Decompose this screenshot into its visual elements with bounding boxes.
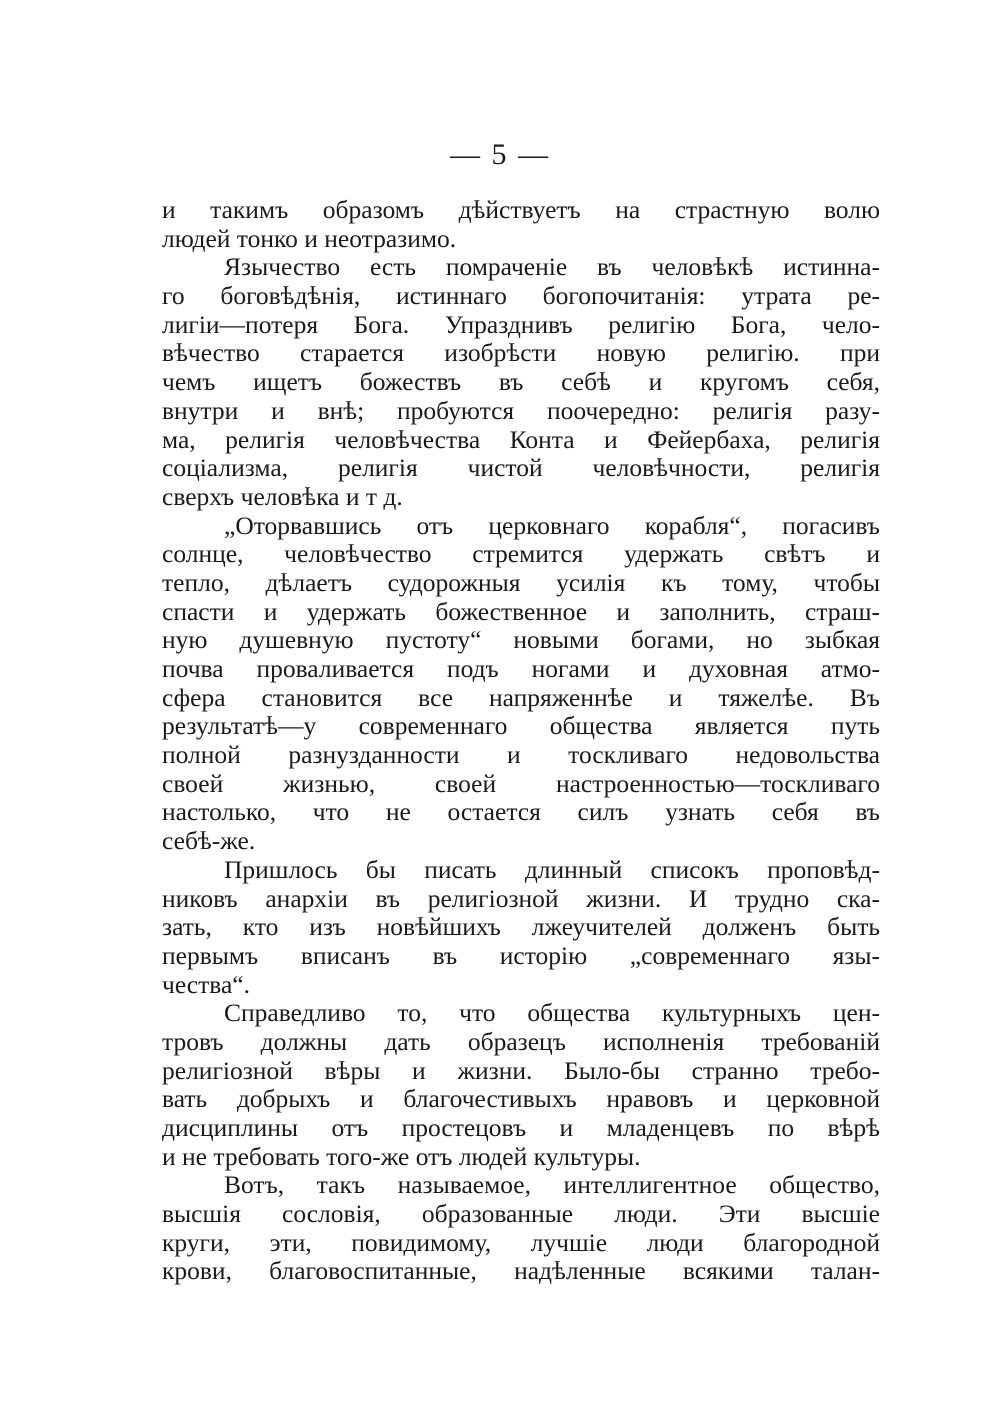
text-line: внутри и внѣ; пробуются поочередно: религія разу- [162,395,880,425]
text-line: сверхъ человѣка и т д. [162,481,403,511]
text-line: людей тонко и неотразимо. [162,223,457,253]
text-line: и такимъ образомъ дѣйствуетъ на страстную волю [162,195,880,224]
text-line: никовъ анархіи въ религіозной жизни. И трудно ска- [162,883,880,913]
text-line: религіозной вѣры и жизни. Было-бы странно требо- [162,1055,880,1085]
paragraph-4 [162,856,880,999]
text-line: спасти и удержать божественное и заполнить, страш- [162,596,880,626]
text-line: лигіи—потеря Бога. Упразднивъ религію Бога, чело- [162,309,880,339]
text-line: соціализма, религія чистой человѣчности, религія [162,453,880,483]
text-line: настолько, что не остается силъ узнать себя въ [162,797,880,827]
text-line: вѣчество старается изобрѣсти новую религію. при [162,338,880,368]
text-line: вать добрыхъ и благочестивыхъ нравовъ и церковной [162,1084,880,1114]
text-line: Пришлось бы писать длинный списокъ проповѣд- [224,854,880,884]
text-line: круги, эти, повидимому, лучшіе люди благородной [162,1227,880,1257]
text-line: себѣ-же. [162,826,256,856]
text-line: тепло, дѣлаетъ судорожныя усилія къ тому, чтобы [162,567,880,597]
text-line: чемъ ищетъ божествъ въ себѣ и кругомъ себя, [162,367,880,397]
text-line: результатѣ—у современнаго общества является путь [162,711,880,741]
paragraph-5 [162,999,880,1171]
text-line: зать, кто изъ новѣйшихъ лжеучителей долженъ быть [162,912,880,942]
paragraph-3 [162,512,880,856]
text-line: ма, религія человѣчества Конта и Фейербаха, религія [162,424,880,454]
text-line: почва проваливается подъ ногами и духовная атмо- [162,654,880,683]
paragraph-6 [162,1171,880,1286]
text-line: Справедливо то, что общества культурныхъ цен- [224,998,880,1028]
text-line: сфера становится все напряженнѣе и тяжелѣе. Въ [162,682,880,712]
text-line: го боговѣдѣнія, истиннаго богопочитанія: утрата ре- [162,281,880,311]
paragraph-2 [162,253,880,511]
body-text [162,196,880,1286]
text-line: солнце, человѣчество стремится удержать свѣтъ и [162,539,880,569]
text-line: „Оторвавшись отъ церковнаго корабля“, погасивъ [224,510,880,540]
text-line: тровъ должны дать образецъ исполненія требованій [162,1026,880,1056]
page-number: — 5 — [450,138,550,171]
text-line: ную душевную пустоту“ новыми богами, но зыбкая [162,625,880,655]
text-line: высшія сословія, образованные люди. Эти высшіе [162,1199,880,1229]
text-line: Язычество есть помраченіе въ человѣкѣ истинна- [224,252,880,282]
text-line: Вотъ, такъ называемое, интеллигентное общество, [224,1170,880,1200]
paragraph-1 [162,196,880,253]
text-line: своей жизнью, своей настроенностью—тоскливаго [162,768,880,798]
text-line: полной разнузданности и тоскливаго недовольства [162,740,880,770]
text-line: и не требовать того-же отъ людей культуры. [162,1141,641,1171]
text-line: крови, благовоспитанные, надѣленные всякими талан- [162,1256,880,1286]
text-line: первымъ вписанъ въ исторію „современнаго язы- [162,940,880,970]
text-line: чества“. [162,969,250,999]
text-line: дисциплины отъ простецовъ и младенцевъ по вѣрѣ [162,1113,880,1142]
